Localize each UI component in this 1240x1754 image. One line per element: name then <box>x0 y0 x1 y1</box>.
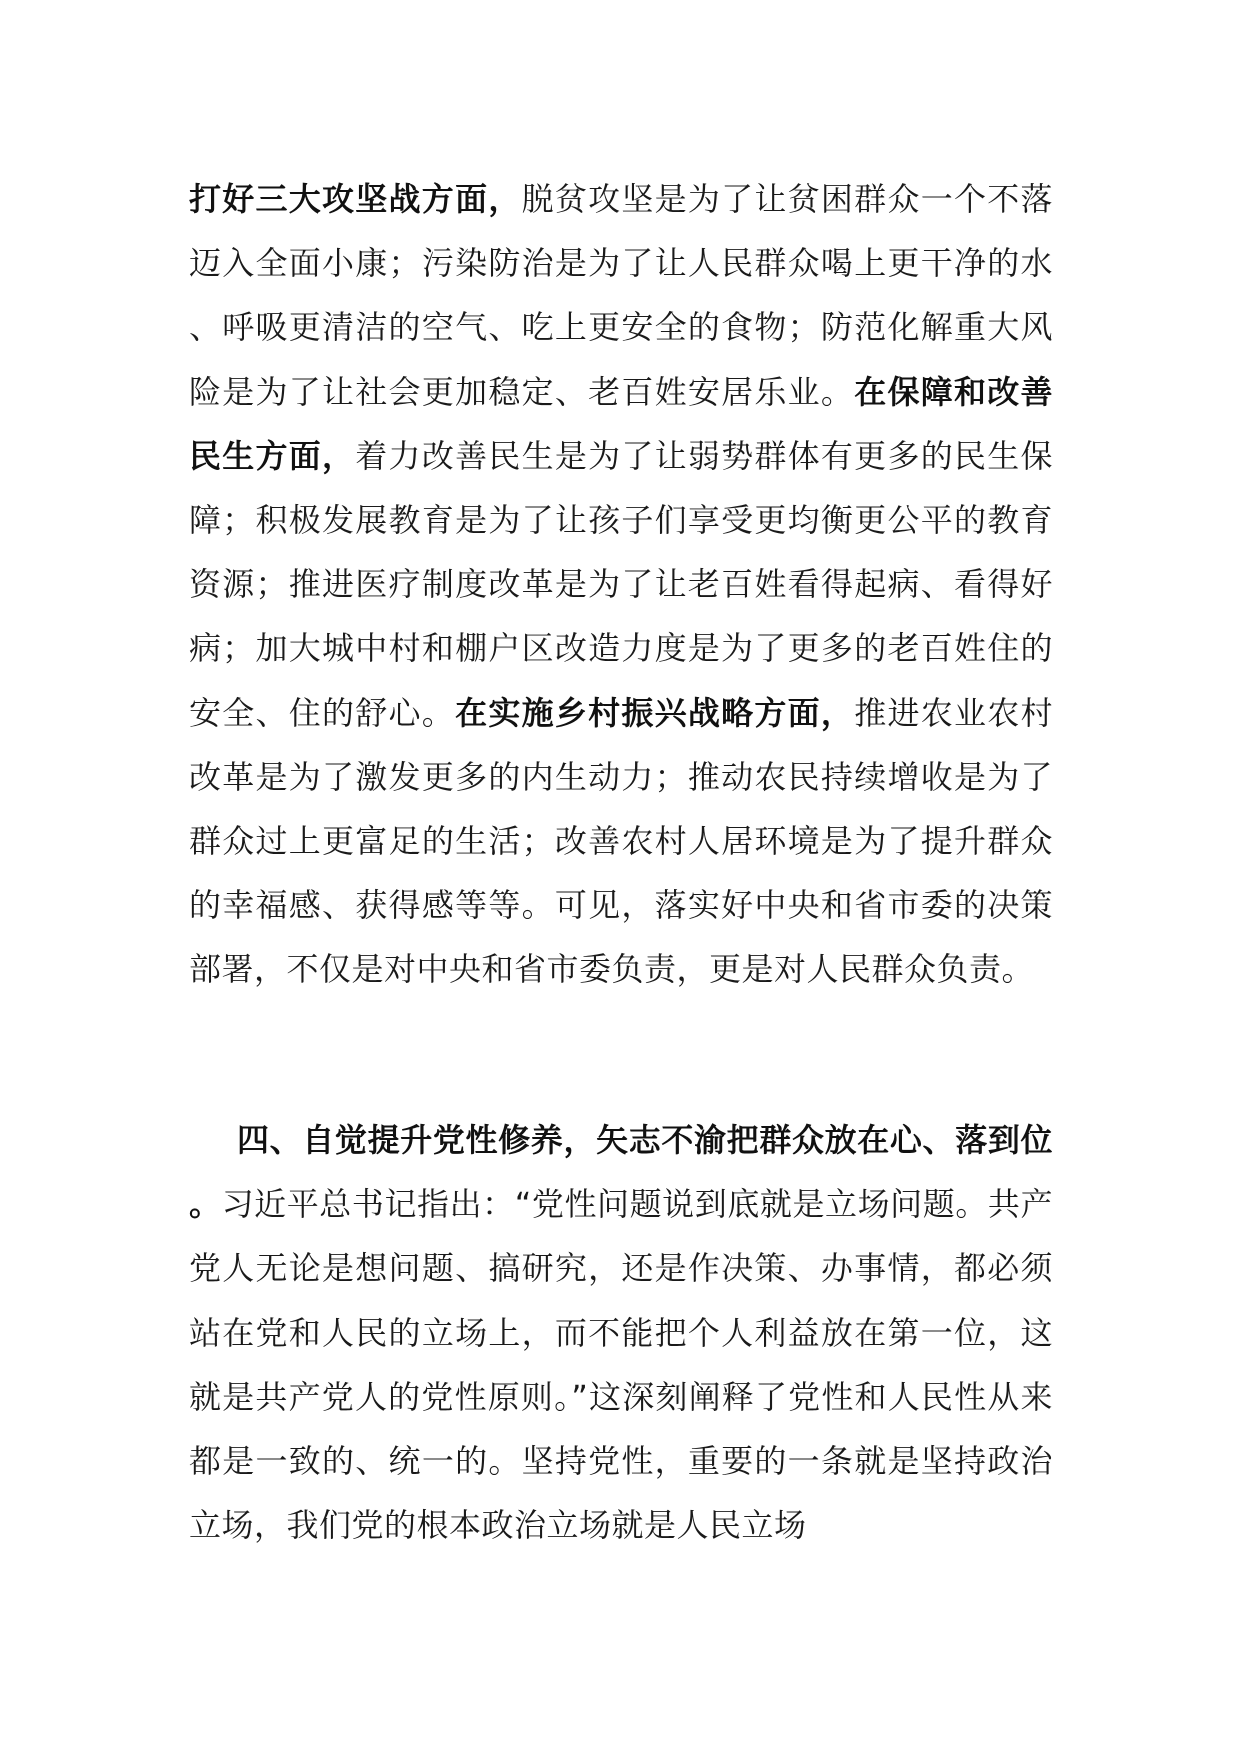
heading-rural-revitalization: 在实施乡村振兴战略方面， <box>455 693 855 732</box>
heading-three-battles: 打好三大攻坚战方面， <box>189 180 522 218</box>
body-rural-revitalization: 推进农业农村改革是为了激发更多的内生动力；推动农民持续增收是为了群众过上更富足的生活；改善农村人居环境是为了提升群众的幸福感、获得感等等。可见，落实好中央和省市委的决策部署，不仅是对中央和省市委负责，更是对人民群众负责。 <box>189 693 1053 989</box>
section-four-body: 习近平总书记指出：“党性问题说到底就是立场问题。共产党人无论是想问题、搞研究，还是作决策、办事情，都必须站在党和人民的立场上，而不能把个人利益放在第一位，这就是共产党人的党性原则。”这深刻阐释了党性和人民性从来都是一致的、统一的。坚持党性，重要的一条就是坚持政治立场，我们党的根本政治立场就是人民立场 <box>189 1185 1053 1545</box>
heading-livelihood: 在保障和改善民生方面， <box>189 372 1053 475</box>
paragraph-three-battles <box>189 167 1053 1002</box>
section-four-heading: 四、自觉提升党性修养，矢志不渝把群众放在心、落到位。 <box>189 1121 1053 1224</box>
paragraph-section-four <box>189 1108 1053 1557</box>
body-livelihood: 着力改善民生是为了让弱势群体有更多的民生保障；积极发展教育是为了让孩子们享受更均衡更公平的教育资源；推进医疗制度改革是为了让老百姓看得起病、看得好病；加大城中村和棚户区改造力度是为了更多的老百姓住的安全、住的舒心。 <box>189 436 1053 732</box>
body-three-battles: 脱贫攻坚是为了让贫困群众一个不落迈入全面小康；污染防治是为了让人民群众喝上更干净的水、呼吸更清洁的空气、吃上更安全的食物；防范化解重大风险是为了让社会更加稳定、老百姓安居乐业。 <box>189 180 1053 411</box>
